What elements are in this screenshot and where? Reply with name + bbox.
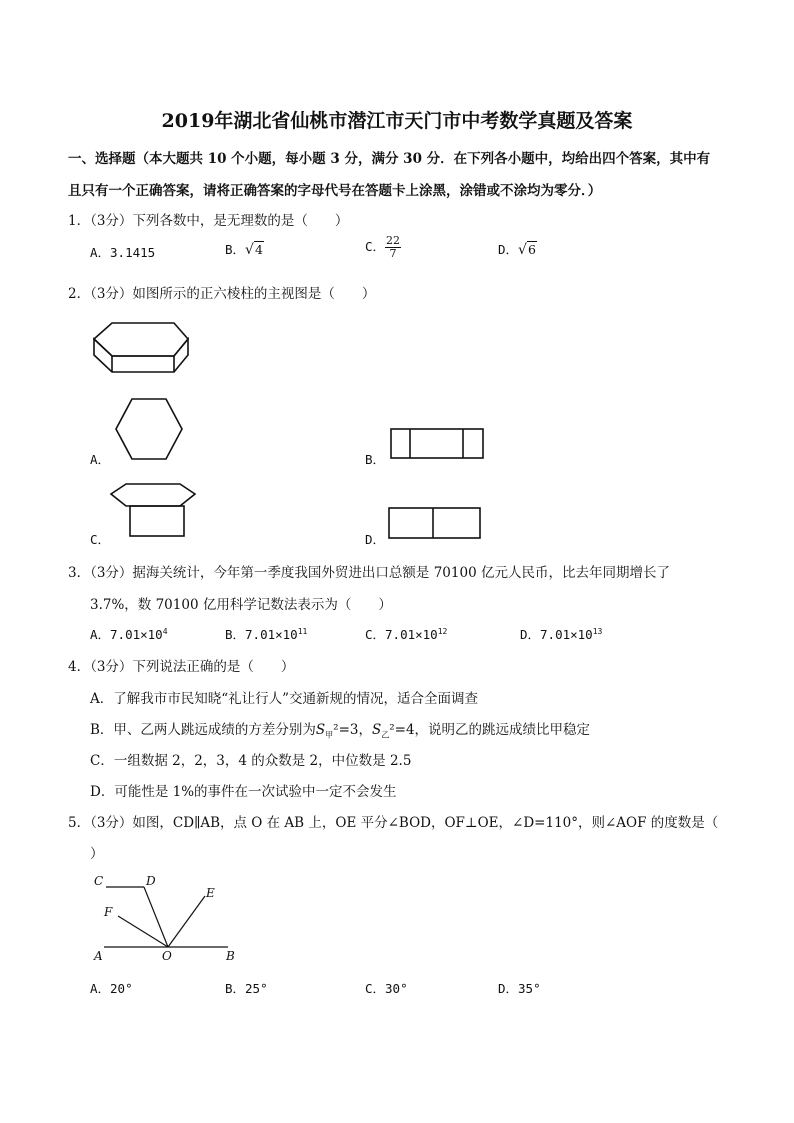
q3-option-c-text: C．7.01×10 [365, 627, 438, 642]
fraction [385, 235, 401, 260]
point-label-o: O [162, 949, 172, 963]
q5-option-c: C．30° [365, 981, 408, 996]
point-label-b: B [226, 949, 235, 963]
section-instructions-line1: 一、选择题（本大题共 10 个小题，每小题 3 分，满分 30 分．在下列各小题中，均给出四个答案，其中有 [68, 151, 711, 167]
fraction-denominator: 7 [389, 247, 397, 260]
question-4-stem: 4．（3分）下列说法正确的是（ ） [68, 659, 295, 675]
subscript: 乙 [381, 730, 390, 740]
sqrt-symbol: √ [518, 242, 527, 258]
sqrt-symbol: √ [245, 242, 254, 258]
q3-option-d [520, 625, 602, 643]
q4-option-b-suffix: ²=4，说明乙的跳远成绩比甲稳定 [389, 722, 591, 738]
exponent: 11 [297, 626, 308, 636]
subscript: 甲 [325, 730, 334, 740]
question-5-stem-end: ） [90, 846, 104, 862]
q4-option-a: A．了解我市市民知晓“礼让行人”交通新规的情况，适合全面调查 [90, 691, 479, 707]
hexagonal-prism-figure [92, 320, 192, 376]
q4-option-b-prefix: B．甲、乙两人跳远成绩的方差分别为 [90, 722, 316, 738]
q3-option-d-text: D．7.01×10 [520, 627, 593, 642]
variance-symbol: S [315, 722, 326, 738]
q1-option-b-label: B． [225, 242, 246, 257]
q5-geometry-figure [90, 870, 250, 970]
section-instructions-line2: 且只有一个正确答案，请将正确答案的字母代号在答题卡上涂黑，涂错或不涂均为零分．） [68, 183, 602, 199]
page-title: 2019年湖北省仙桃市潜江市天门市中考数学真题及答案 [161, 110, 633, 132]
q2-option-a-hexagon [115, 398, 183, 460]
q2-option-d-label: D． [365, 532, 386, 547]
q1-option-d [498, 240, 537, 258]
q2-option-a-label: A． [90, 452, 111, 467]
q3-option-a [90, 625, 168, 643]
exponent: 4 [162, 626, 168, 636]
q5-option-a: A．20° [90, 981, 133, 996]
exponent: 13 [592, 626, 603, 636]
q1-option-a: A．3.1415 [90, 245, 156, 260]
point-label-d: D [146, 874, 156, 888]
q2-option-d-rectangles [388, 507, 482, 540]
exponent: 12 [437, 626, 448, 636]
point-label-e: E [206, 886, 215, 900]
question-3-stem-line2: 3.7%，数 70100 亿用科学记数法表示为（ ） [90, 597, 392, 613]
q2-option-c-figure [110, 482, 196, 538]
q3-option-b-text: B．7.01×10 [225, 627, 298, 642]
q4-option-b [90, 718, 590, 738]
q3-option-c [365, 625, 447, 643]
q3-option-a-text: A．7.01×10 [90, 627, 163, 642]
fraction-numerator: 22 [386, 234, 401, 247]
point-label-f: F [104, 905, 113, 919]
point-label-c: C [94, 874, 104, 888]
q1-option-b [225, 240, 264, 258]
q4-option-c: C．一组数据 2，2，3，4 的众数是 2，中位数是 2.5 [90, 753, 412, 769]
q3-option-b [225, 625, 307, 643]
q1-option-d-radicand: 6 [527, 242, 536, 257]
variance-symbol: S [371, 722, 382, 738]
question-5-stem: 5．（3分）如图，CD∥AB，点 O 在 AB 上，OE 平分∠BOD，OF⊥OE，∠D=110°，则∠AOF 的度数是（ [68, 815, 719, 831]
q2-option-b-rectangles [390, 428, 485, 460]
q1-option-d-label: D． [498, 242, 519, 257]
point-label-a: A [94, 949, 103, 963]
q5-option-d: D．35° [498, 981, 541, 996]
q1-option-b-radicand: 4 [254, 242, 263, 257]
q4-option-b-mid: ²=3， [333, 722, 372, 738]
question-3-stem-line1: 3．（3分）据海关统计，今年第一季度我国外贸进出口总额是 70100 亿元人民币，比去年同期增长了 [68, 565, 670, 581]
q5-option-b: B．25° [225, 981, 268, 996]
question-1-stem: 1．（3分）下列各数中，是无理数的是（ ） [68, 213, 349, 229]
q2-option-b-label: B． [365, 452, 386, 467]
q4-option-d: D．可能性是 1%的事件在一次试验中一定不会发生 [90, 784, 397, 800]
q1-option-c [365, 235, 401, 260]
question-2-stem: 2．（3分）如图所示的正六棱柱的主视图是（ ） [68, 286, 376, 302]
q1-option-c-label: C． [365, 239, 386, 254]
q2-option-c-label: C． [90, 532, 111, 547]
